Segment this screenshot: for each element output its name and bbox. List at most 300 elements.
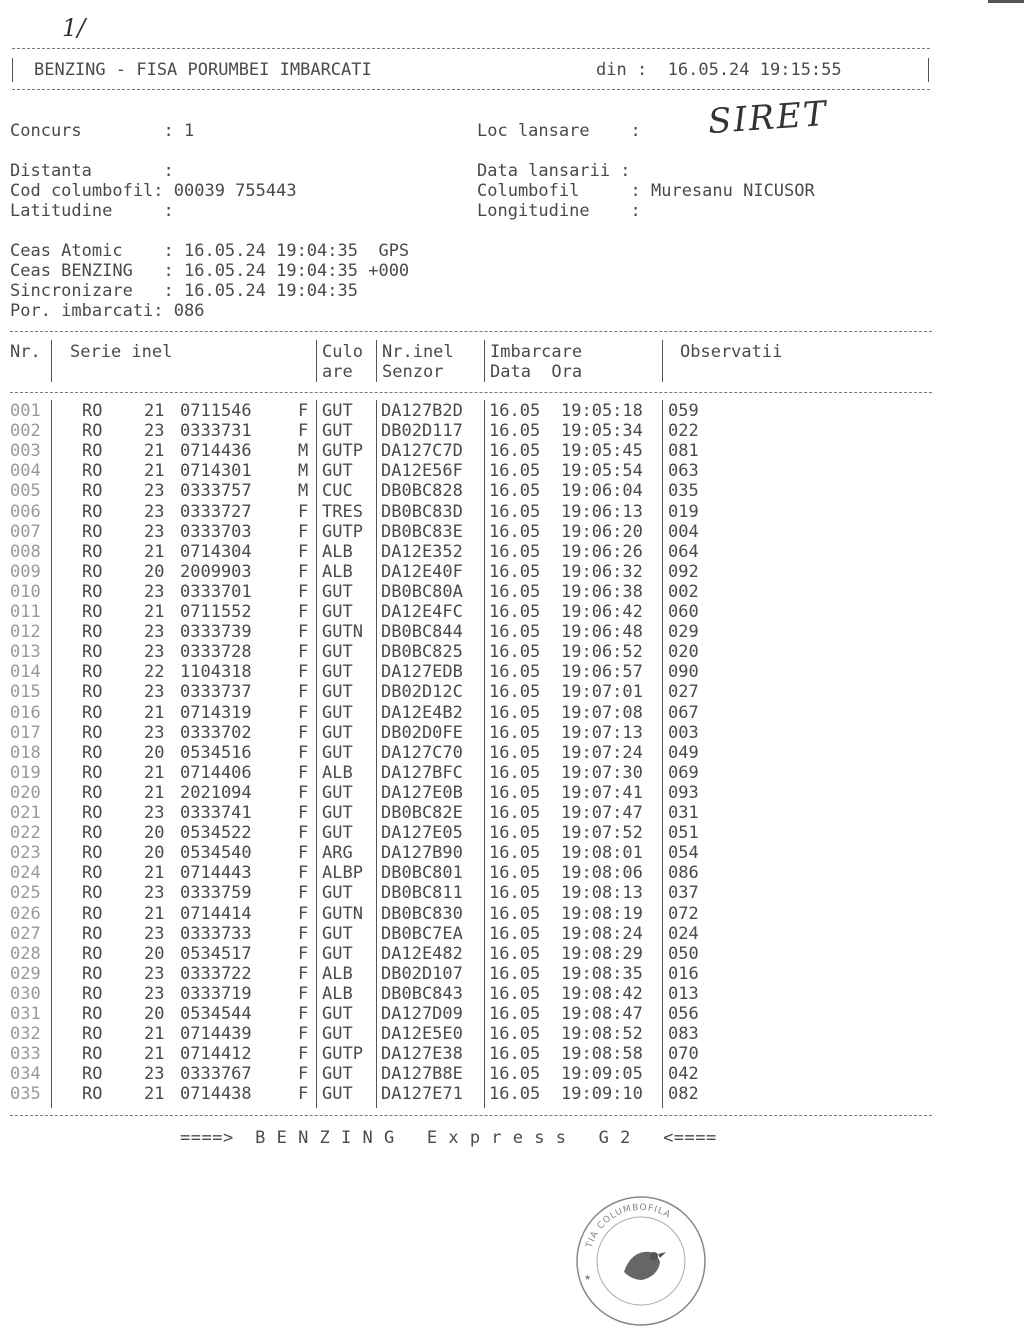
row-sex: F — [298, 662, 309, 683]
row-time: 19:08:52 — [561, 1024, 643, 1045]
row-country: RO — [82, 1004, 103, 1024]
row-year: 21 — [144, 702, 165, 723]
row-country: RO — [82, 501, 103, 522]
row-sex: F — [298, 963, 309, 984]
row-time: 19:06:13 — [561, 501, 643, 522]
row-sensor: DA127EDB — [381, 662, 463, 683]
row-color: GUT — [322, 602, 353, 622]
row-ring-number: 0534517 — [180, 943, 252, 964]
row-sensor: DB02D0FE — [381, 722, 463, 743]
table-row — [0, 964, 1024, 984]
row-sex: M — [298, 481, 309, 502]
row-color: GUT — [322, 1004, 353, 1024]
row-sensor: DA127B8E — [381, 1064, 463, 1085]
row-year: 23 — [144, 501, 165, 522]
row-time: 19:06:48 — [561, 622, 643, 643]
row-ring-number: 0714443 — [180, 863, 252, 884]
row-color: GUTN — [322, 903, 363, 924]
row-color: TRES — [322, 501, 363, 522]
row-time: 19:07:47 — [561, 803, 643, 823]
table-row — [0, 522, 1024, 542]
row-date: 16.05 — [489, 622, 541, 643]
row-color: GUT — [322, 702, 353, 723]
row-country: RO — [82, 702, 103, 723]
row-color: ALB — [322, 762, 353, 783]
row-ring-number: 1104318 — [180, 662, 252, 683]
row-year: 22 — [144, 662, 165, 683]
row-sensor: DA12E352 — [381, 541, 463, 562]
row-time: 19:06:38 — [561, 581, 643, 602]
row-observation: 042 — [668, 1064, 699, 1085]
row-observation: 051 — [668, 823, 699, 844]
row-sex: F — [298, 541, 309, 562]
row-nr: 018 — [10, 742, 41, 763]
row-nr: 013 — [10, 642, 41, 663]
column-nr-inel-line1: Nr.inel — [382, 342, 454, 362]
row-observation: 067 — [668, 702, 699, 723]
row-year: 20 — [144, 943, 165, 964]
row-time: 19:08:06 — [561, 863, 643, 884]
row-color: GUTP — [322, 441, 363, 462]
row-year: 23 — [144, 581, 165, 602]
row-sex: F — [298, 642, 309, 663]
row-nr: 017 — [10, 722, 41, 743]
row-nr: 019 — [10, 762, 41, 783]
row-year: 20 — [144, 561, 165, 582]
header-bottom-border — [12, 89, 930, 90]
row-sex: F — [298, 943, 309, 964]
row-year: 23 — [144, 481, 165, 502]
row-date: 16.05 — [489, 843, 541, 864]
association-stamp — [572, 1192, 710, 1330]
row-nr: 030 — [10, 983, 41, 1004]
row-sex: F — [298, 762, 309, 783]
row-color: GUT — [322, 642, 353, 663]
row-country: RO — [82, 923, 103, 944]
row-observation: 050 — [668, 943, 699, 964]
table-row — [0, 682, 1024, 702]
row-country: RO — [82, 782, 103, 803]
row-sex: F — [298, 883, 309, 904]
row-sex: F — [298, 843, 309, 864]
row-country: RO — [82, 602, 103, 622]
row-year: 21 — [144, 903, 165, 924]
row-country: RO — [82, 1044, 103, 1065]
row-year: 21 — [144, 1024, 165, 1045]
row-country: RO — [82, 1024, 103, 1045]
row-time: 19:06:26 — [561, 541, 643, 562]
row-color: GUT — [322, 581, 353, 602]
document-title: BENZING - FISA PORUMBEI IMBARCATI — [34, 60, 372, 80]
row-time: 19:07:30 — [561, 762, 643, 783]
table-bottom-border — [10, 1115, 932, 1116]
row-country: RO — [82, 642, 103, 663]
row-year: 21 — [144, 441, 165, 462]
header-separator — [662, 340, 663, 382]
row-sex: F — [298, 561, 309, 582]
row-observation: 035 — [668, 481, 699, 502]
row-time: 19:08:35 — [561, 963, 643, 984]
row-year: 21 — [144, 1084, 165, 1105]
header-separator — [484, 340, 485, 382]
row-time: 19:06:42 — [561, 602, 643, 622]
row-color: ALBP — [322, 863, 363, 884]
row-year: 23 — [144, 642, 165, 663]
table-row — [0, 1004, 1024, 1024]
table-row — [0, 783, 1024, 803]
table-row — [0, 904, 1024, 924]
row-year: 21 — [144, 1044, 165, 1065]
row-ring-number: 0714438 — [180, 1084, 252, 1105]
row-nr: 027 — [10, 923, 41, 944]
table-row — [0, 1044, 1024, 1064]
row-date: 16.05 — [489, 742, 541, 763]
row-observation: 029 — [668, 622, 699, 643]
row-sensor: DB0BC811 — [381, 883, 463, 904]
row-sex: F — [298, 782, 309, 803]
row-nr: 033 — [10, 1044, 41, 1065]
table-header-divider — [10, 392, 932, 393]
row-year: 23 — [144, 622, 165, 643]
row-sensor: DA127B90 — [381, 843, 463, 864]
row-year: 23 — [144, 521, 165, 542]
row-sex: F — [298, 401, 309, 421]
table-row — [0, 502, 1024, 522]
row-sensor: DB0BC825 — [381, 642, 463, 663]
row-observation: 056 — [668, 1004, 699, 1024]
row-sensor: DB0BC7EA — [381, 923, 463, 944]
row-date: 16.05 — [489, 642, 541, 663]
row-sex: F — [298, 1024, 309, 1045]
row-country: RO — [82, 1064, 103, 1085]
row-ring-number: 0534522 — [180, 823, 252, 844]
row-sensor: DB02D12C — [381, 682, 463, 703]
row-sex: F — [298, 983, 309, 1004]
row-year: 23 — [144, 883, 165, 904]
row-country: RO — [82, 682, 103, 703]
info-sincronizare: Sincronizare : 16.05.24 19:04:35 — [10, 281, 358, 301]
column-nr: Nr. — [10, 342, 41, 362]
row-sensor: DA12E40F — [381, 561, 463, 582]
row-sex: F — [298, 622, 309, 643]
row-observation: 004 — [668, 521, 699, 542]
table-row — [0, 944, 1024, 964]
row-sex: F — [298, 581, 309, 602]
handwritten-location: SIRET — [706, 93, 830, 143]
table-row — [0, 984, 1024, 1004]
table-row — [0, 763, 1024, 783]
row-ring-number: 2009903 — [180, 561, 252, 582]
table-row — [0, 642, 1024, 662]
row-observation: 063 — [668, 461, 699, 482]
row-nr: 026 — [10, 903, 41, 924]
header-top-border — [12, 48, 930, 49]
row-sensor: DB0BC828 — [381, 481, 463, 502]
row-ring-number: 0333727 — [180, 501, 252, 522]
svg-text:TIA COLUMBOFILA: TIA COLUMBOFILA — [584, 1202, 673, 1250]
column-culoare-line2: are — [322, 362, 353, 382]
row-ring-number: 0534540 — [180, 843, 252, 864]
table-row — [0, 863, 1024, 883]
row-observation: 054 — [668, 843, 699, 864]
row-country: RO — [82, 863, 103, 884]
row-year: 21 — [144, 461, 165, 482]
row-color: GUT — [322, 1064, 353, 1085]
row-country: RO — [82, 843, 103, 864]
row-nr: 025 — [10, 883, 41, 904]
row-ring-number: 0714301 — [180, 461, 252, 482]
column-nr-inel-line2: Senzor — [382, 362, 444, 382]
row-sensor: DA127E0B — [381, 782, 463, 803]
row-sex: F — [298, 903, 309, 924]
table-row — [0, 883, 1024, 903]
row-color: GUTP — [322, 521, 363, 542]
header-left-border — [12, 58, 13, 82]
row-country: RO — [82, 1084, 103, 1105]
row-date: 16.05 — [489, 682, 541, 703]
row-year: 23 — [144, 803, 165, 823]
row-date: 16.05 — [489, 461, 541, 482]
row-nr: 005 — [10, 481, 41, 502]
table-row — [0, 401, 1024, 421]
row-sex: F — [298, 602, 309, 622]
row-date: 16.05 — [489, 863, 541, 884]
row-country: RO — [82, 803, 103, 823]
table-row — [0, 703, 1024, 723]
row-year: 20 — [144, 843, 165, 864]
row-year: 21 — [144, 541, 165, 562]
row-date: 16.05 — [489, 481, 541, 502]
row-year: 21 — [144, 762, 165, 783]
row-observation: 020 — [668, 642, 699, 663]
table-row — [0, 582, 1024, 602]
table-row — [0, 602, 1024, 622]
row-nr: 006 — [10, 501, 41, 522]
row-sex: F — [298, 682, 309, 703]
row-sensor: DA12E5E0 — [381, 1024, 463, 1045]
row-observation: 037 — [668, 883, 699, 904]
row-sensor: DB02D117 — [381, 421, 463, 442]
row-sex: F — [298, 521, 309, 542]
row-date: 16.05 — [489, 722, 541, 743]
row-nr: 011 — [10, 602, 41, 622]
row-ring-number: 0333757 — [180, 481, 252, 502]
row-observation: 086 — [668, 863, 699, 884]
row-date: 16.05 — [489, 521, 541, 542]
row-date: 16.05 — [489, 1084, 541, 1105]
row-sensor: DA12E4FC — [381, 602, 463, 622]
row-time: 19:08:13 — [561, 883, 643, 904]
table-row — [0, 481, 1024, 501]
row-date: 16.05 — [489, 1024, 541, 1045]
row-year: 21 — [144, 863, 165, 884]
table-row — [0, 803, 1024, 823]
row-sensor: DB0BC80A — [381, 581, 463, 602]
row-ring-number: 0711552 — [180, 602, 252, 622]
row-nr: 001 — [10, 401, 41, 421]
header-separator — [316, 340, 317, 382]
row-sensor: DA12E56F — [381, 461, 463, 482]
row-color: GUT — [322, 782, 353, 803]
row-sensor: DA127E38 — [381, 1044, 463, 1065]
row-country: RO — [82, 401, 103, 421]
row-time: 19:07:52 — [561, 823, 643, 844]
row-color: GUT — [322, 803, 353, 823]
row-observation: 049 — [668, 742, 699, 763]
header-right-border — [928, 58, 929, 82]
row-sensor: DB0BC83D — [381, 501, 463, 522]
row-color: GUT — [322, 823, 353, 844]
table-row — [0, 1084, 1024, 1104]
row-year: 21 — [144, 401, 165, 421]
row-nr: 004 — [10, 461, 41, 482]
row-sensor: DA127E71 — [381, 1084, 463, 1105]
row-country: RO — [82, 823, 103, 844]
row-country: RO — [82, 541, 103, 562]
row-sensor: DA127B2D — [381, 401, 463, 421]
row-time: 19:06:04 — [561, 481, 643, 502]
row-nr: 014 — [10, 662, 41, 683]
row-observation: 090 — [668, 662, 699, 683]
row-sensor: DA127D09 — [381, 1004, 463, 1024]
row-nr: 035 — [10, 1084, 41, 1105]
row-nr: 016 — [10, 702, 41, 723]
row-date: 16.05 — [489, 662, 541, 683]
row-color: ALB — [322, 541, 353, 562]
row-time: 19:05:18 — [561, 401, 643, 421]
row-color: ALB — [322, 963, 353, 984]
row-color: GUTN — [322, 622, 363, 643]
row-year: 23 — [144, 1064, 165, 1085]
row-observation: 072 — [668, 903, 699, 924]
info-longitudine: Longitudine : — [477, 201, 641, 221]
row-country: RO — [82, 762, 103, 783]
row-date: 16.05 — [489, 1064, 541, 1085]
row-ring-number: 0333737 — [180, 682, 252, 703]
row-ring-number: 0333703 — [180, 521, 252, 542]
row-observation: 093 — [668, 782, 699, 803]
row-time: 19:08:29 — [561, 943, 643, 964]
row-country: RO — [82, 722, 103, 743]
row-date: 16.05 — [489, 1004, 541, 1024]
row-color: CUC — [322, 481, 353, 502]
row-date: 16.05 — [489, 983, 541, 1004]
row-ring-number: 0333728 — [180, 642, 252, 663]
row-sex: F — [298, 1084, 309, 1105]
row-observation: 019 — [668, 501, 699, 522]
row-color: GUT — [322, 883, 353, 904]
row-sex: F — [298, 863, 309, 884]
row-sex: F — [298, 823, 309, 844]
row-ring-number: 0333731 — [180, 421, 252, 442]
row-observation: 013 — [668, 983, 699, 1004]
row-country: RO — [82, 561, 103, 582]
row-sensor: DB0BC844 — [381, 622, 463, 643]
row-country: RO — [82, 421, 103, 442]
row-year: 23 — [144, 421, 165, 442]
row-color: GUT — [322, 421, 353, 442]
row-sex: F — [298, 803, 309, 823]
row-color: GUT — [322, 1024, 353, 1045]
row-observation: 002 — [668, 581, 699, 602]
row-ring-number: 0534544 — [180, 1004, 252, 1024]
row-ring-number: 0333719 — [180, 983, 252, 1004]
info-latitudine: Latitudine : — [10, 201, 174, 221]
row-observation: 003 — [668, 722, 699, 743]
row-sex: F — [298, 421, 309, 442]
row-date: 16.05 — [489, 602, 541, 622]
row-country: RO — [82, 441, 103, 462]
info-data-lansarii: Data lansarii : — [477, 161, 631, 181]
row-ring-number: 0333701 — [180, 581, 252, 602]
row-sex: F — [298, 501, 309, 522]
row-time: 19:07:08 — [561, 702, 643, 723]
row-color: GUT — [322, 662, 353, 683]
info-ceas-atomic: Ceas Atomic : 16.05.24 19:04:35 GPS — [10, 241, 410, 261]
table-row — [0, 723, 1024, 743]
row-year: 21 — [144, 782, 165, 803]
row-ring-number: 0714412 — [180, 1044, 252, 1065]
row-observation: 081 — [668, 441, 699, 462]
row-nr: 009 — [10, 561, 41, 582]
row-ring-number: 0714436 — [180, 441, 252, 462]
table-row — [0, 441, 1024, 461]
svg-text:★: ★ — [584, 1273, 592, 1282]
row-sex: F — [298, 722, 309, 743]
row-date: 16.05 — [489, 401, 541, 421]
table-row — [0, 562, 1024, 582]
table-row — [0, 1024, 1024, 1044]
row-observation: 027 — [668, 682, 699, 703]
info-columbofil: Columbofil : Muresanu NICUSOR — [477, 181, 815, 201]
row-ring-number: 0714406 — [180, 762, 252, 783]
row-sensor: DA127E05 — [381, 823, 463, 844]
table-row — [0, 461, 1024, 481]
info-loc-lansare: Loc lansare : — [477, 121, 641, 141]
row-observation: 022 — [668, 421, 699, 442]
row-time: 19:06:32 — [561, 561, 643, 582]
row-time: 19:07:24 — [561, 742, 643, 763]
column-imbarcare-line1: Imbarcare — [490, 342, 583, 362]
row-sex: F — [298, 702, 309, 723]
row-color: ARG — [322, 843, 353, 864]
row-date: 16.05 — [489, 441, 541, 462]
row-sex: M — [298, 461, 309, 482]
table-row — [0, 924, 1024, 944]
row-year: 23 — [144, 722, 165, 743]
row-sex: F — [298, 923, 309, 944]
row-observation: 059 — [668, 401, 699, 421]
row-date: 16.05 — [489, 1044, 541, 1065]
row-color: GUT — [322, 1084, 353, 1105]
row-country: RO — [82, 581, 103, 602]
row-date: 16.05 — [489, 923, 541, 944]
row-time: 19:06:52 — [561, 642, 643, 663]
row-observation: 016 — [668, 963, 699, 984]
table-row — [0, 823, 1024, 843]
row-nr: 031 — [10, 1004, 41, 1024]
row-year: 23 — [144, 682, 165, 703]
table-row — [0, 421, 1024, 441]
row-nr: 024 — [10, 863, 41, 884]
footer-banner: ====> B E N Z I N G E x p r e s s G 2 <==== — [180, 1128, 717, 1148]
row-date: 16.05 — [489, 963, 541, 984]
row-color: GUT — [322, 742, 353, 763]
row-year: 20 — [144, 823, 165, 844]
row-nr: 003 — [10, 441, 41, 462]
info-concurs: Concurs : 1 — [10, 121, 195, 141]
header-separator — [376, 340, 377, 382]
